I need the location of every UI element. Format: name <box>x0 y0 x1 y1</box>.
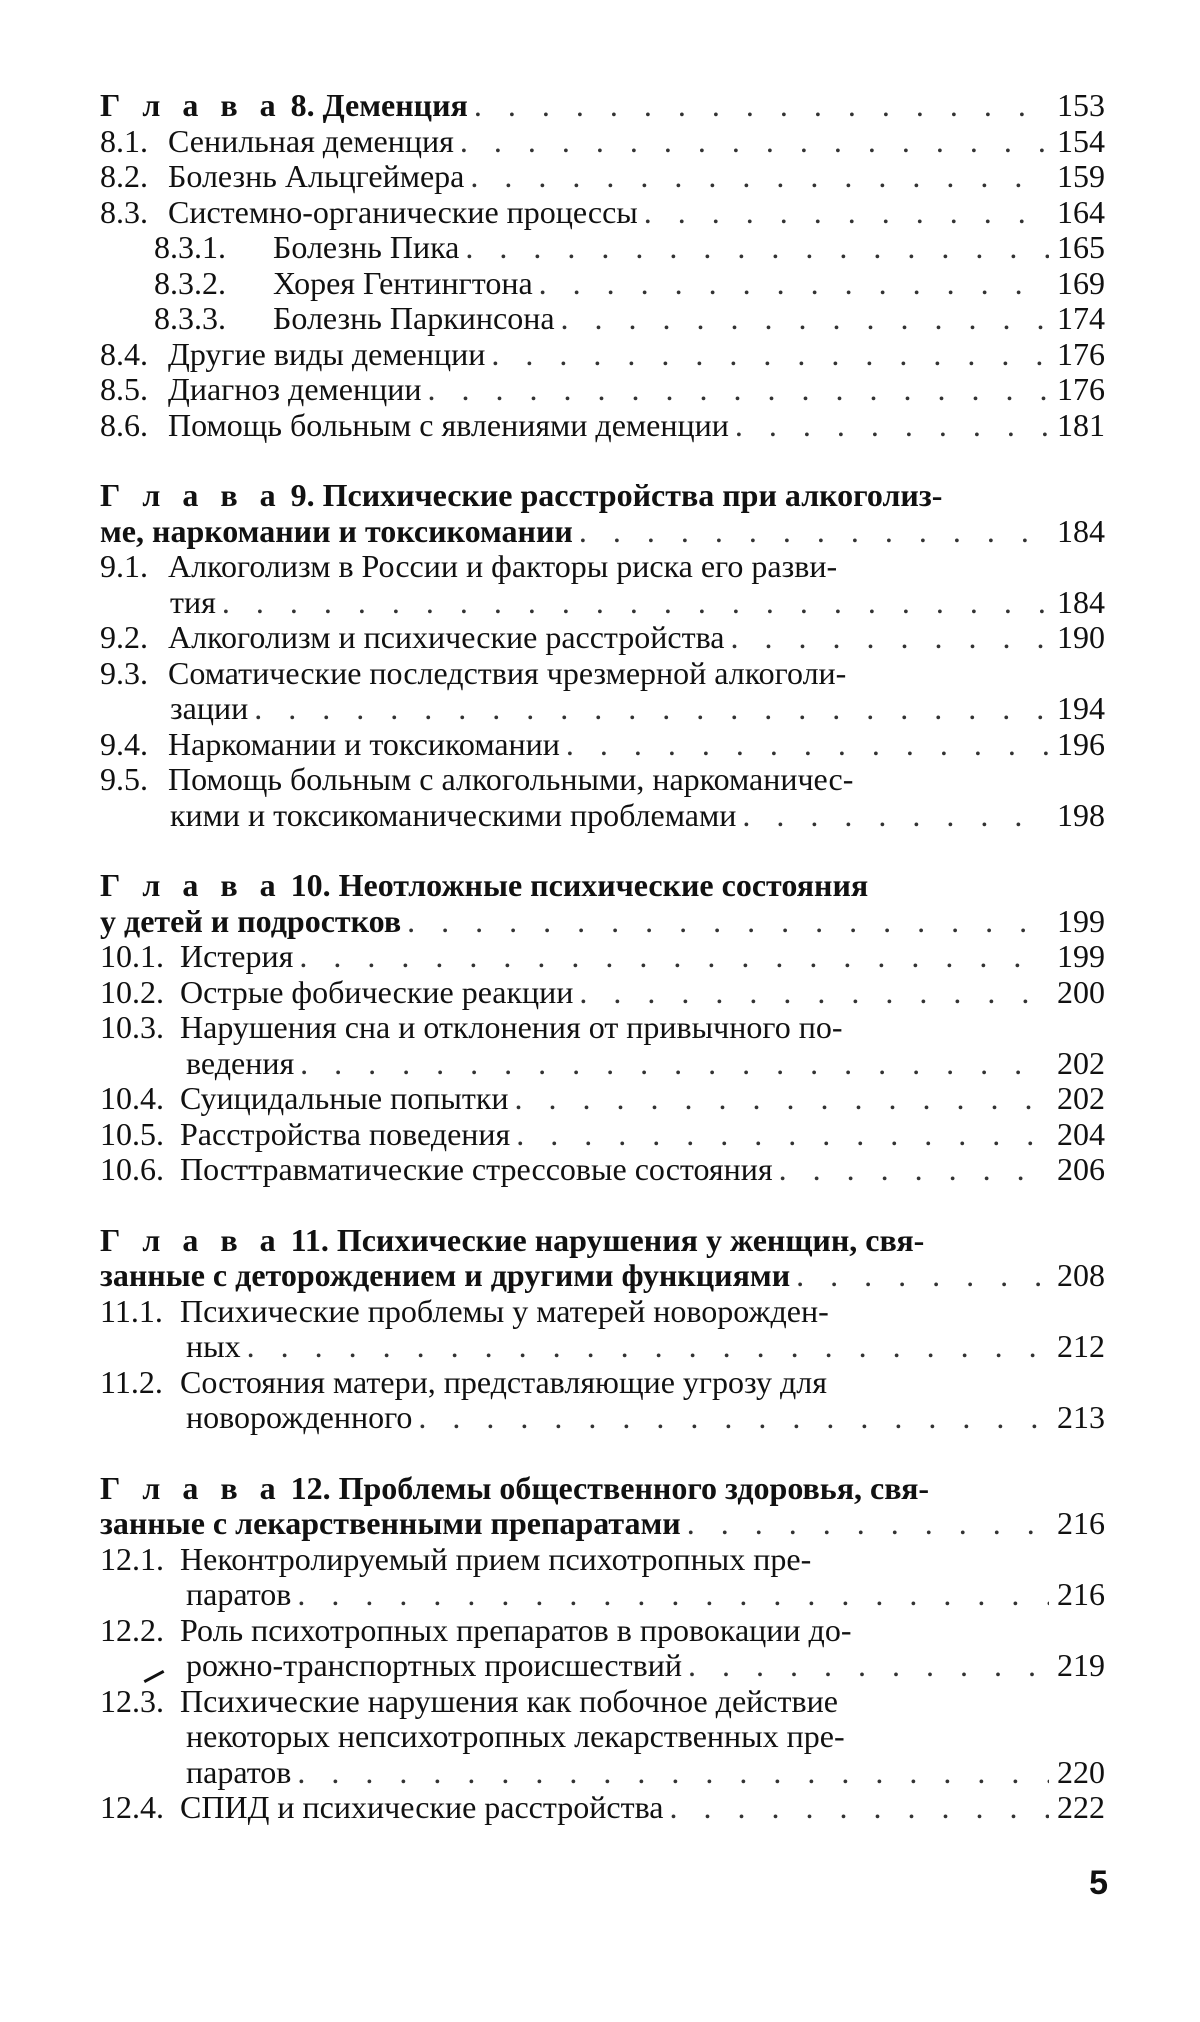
toc-entry-line <box>100 549 1105 585</box>
toc-entry-title <box>100 1471 929 1507</box>
toc-entry-title: Неконтролируемый прием психотропных пре- <box>180 1540 812 1577</box>
toc-page-number: 190 <box>1057 619 1105 655</box>
toc-entry-title: ведения <box>186 1044 295 1081</box>
toc-entry-line <box>100 1365 1105 1401</box>
toc-entry-title: Алкоголизм и психические расстройства <box>168 619 725 655</box>
toc-entry-title: Нарушения сна и отклонения от привычного по- <box>180 1009 843 1045</box>
chapter-title: 8. Деменция <box>282 87 468 123</box>
toc-entry-title: Суицидальные попытки <box>180 1080 509 1116</box>
toc-page-number: 181 <box>1057 406 1105 443</box>
section-gap <box>100 443 1105 478</box>
chapter-title: 9. Психические расстройства при алкоголиз- <box>282 477 943 513</box>
dot-leader <box>573 975 1049 1011</box>
toc-entry-title: Соматические последствия чрезмерной алкоголи- <box>168 654 847 691</box>
toc-entry-line <box>100 1046 1105 1082</box>
toc-entry-number: 10.4. <box>100 1080 164 1116</box>
toc-entry-title: некоторых непсихотропных лекарственных пре- <box>186 1718 845 1754</box>
toc-entry-title <box>100 478 942 514</box>
toc-entry-number: 8.5. <box>100 371 148 407</box>
dot-leader <box>533 266 1049 302</box>
toc-entry-title: Состояния матери, представляющие угрозу для <box>180 1363 827 1400</box>
toc-entry-title: кими и токсикоманическими проблемами <box>170 796 737 833</box>
toc-page-number: 220 <box>1057 1753 1105 1790</box>
toc-page-number: 212 <box>1057 1328 1105 1364</box>
chapter-label: Г л а в а <box>100 1221 283 1258</box>
dot-leader <box>790 1258 1049 1294</box>
toc-entry-title: Истерия <box>180 938 294 974</box>
toc-entry-line <box>100 1329 1105 1365</box>
toc-entry-line <box>100 1790 1105 1826</box>
toc-entry-line <box>100 372 1105 408</box>
toc-entry-number: 10.2. <box>100 973 164 1010</box>
toc-entry-number: 8.3.1. <box>154 229 226 265</box>
toc-entry-line <box>100 975 1105 1011</box>
dot-leader <box>293 939 1049 975</box>
chapter-label: Г л а в а <box>100 1469 283 1506</box>
toc-page-number: 222 <box>1057 1789 1105 1825</box>
toc-entry-number: 10.3. <box>100 1009 164 1045</box>
dot-leader <box>464 159 1049 195</box>
dot-leader <box>248 691 1049 727</box>
toc-entry-line <box>100 727 1105 763</box>
toc-entry-number: 12.3. <box>100 1682 164 1719</box>
toc-entry-title: Системно-органические процессы <box>168 193 638 230</box>
toc-entry-line <box>100 337 1105 373</box>
toc-entry-title: Болезнь Пика <box>273 229 460 265</box>
toc-chapter-line <box>100 1223 1105 1259</box>
toc-chapter-line <box>100 1471 1105 1507</box>
toc-entry-line <box>100 656 1105 692</box>
toc-entry-title: Посттравматические стрессовые состояния <box>180 1151 773 1187</box>
toc-entry-title: паратов <box>186 1753 292 1790</box>
toc-entry-line <box>100 1542 1105 1578</box>
dot-leader <box>573 514 1049 550</box>
dot-leader <box>725 620 1050 656</box>
toc-chapter-line <box>100 514 1105 550</box>
chapter-title: 11. Психические нарушения у женщин, свя- <box>282 1221 925 1258</box>
toc-entry-line <box>100 1577 1105 1613</box>
toc-page-number: 153 <box>1057 87 1105 123</box>
toc-page-number: 216 <box>1057 1576 1105 1612</box>
dot-leader <box>291 1577 1049 1613</box>
chapter-label: Г л а в а <box>100 87 283 123</box>
toc-entry-line <box>100 1294 1105 1330</box>
toc-page-number: 216 <box>1057 1505 1105 1541</box>
dot-leader <box>681 1506 1049 1542</box>
chapter-label: Г л а в а <box>100 867 283 903</box>
toc-chapter-line <box>100 1258 1105 1294</box>
toc-entry-title: Помощь больным с алкогольными, наркоманичес- <box>168 761 854 797</box>
chapter-title: 10. Неотложные психические состояния <box>282 867 869 903</box>
toc-entry-title: Болезнь Альцгеймера <box>168 158 465 194</box>
toc-page-number: 200 <box>1057 973 1105 1010</box>
toc-entry-line <box>100 1117 1105 1153</box>
toc-entry-number: 8.3.3. <box>154 300 226 336</box>
toc-entry-line <box>100 939 1105 975</box>
toc-entry-line <box>100 195 1105 231</box>
chapter-label: Г л а в а <box>100 477 283 513</box>
toc-entry-number: 10.6. <box>100 1151 164 1187</box>
toc-page-number: 169 <box>1057 264 1105 301</box>
toc-entry-title <box>100 1223 924 1259</box>
toc-entry-title: Наркомании и токсикомании <box>168 725 560 762</box>
page-number: 5 <box>1089 1864 1108 1902</box>
toc-entry-title: Хорея Гентингтона <box>273 264 533 301</box>
toc-entry-line <box>100 124 1105 160</box>
dot-leader <box>216 585 1049 621</box>
toc-entry-title: Диагноз деменции <box>168 371 422 407</box>
toc-entry-line <box>100 762 1105 798</box>
dot-leader <box>560 727 1049 763</box>
toc-entry-title: у детей и подростков <box>100 902 402 939</box>
toc-page-number: 196 <box>1057 725 1105 762</box>
toc-entry-title: занные с лекарственными препаратами <box>100 1505 681 1541</box>
toc-entry-line <box>100 798 1105 834</box>
dot-leader <box>638 195 1049 231</box>
toc-page-number: 164 <box>1057 193 1105 230</box>
toc-chapter-line <box>100 904 1105 940</box>
toc-entry-title: рожно-транспортных происшествий <box>186 1647 682 1683</box>
toc-page-number: 202 <box>1057 1080 1105 1116</box>
toc-entry-title: ме, наркомании и токсикомании <box>100 512 573 549</box>
toc-entry-title: Алкоголизм в России и факторы риска его разви- <box>168 548 838 584</box>
toc-entry-number: 9.2. <box>100 619 148 655</box>
section-gap <box>100 1188 1105 1223</box>
dot-leader <box>291 1755 1049 1791</box>
dot-leader <box>773 1152 1049 1188</box>
toc-entry-title: Другие виды деменции <box>168 335 486 372</box>
toc-entry-number: 11.1. <box>100 1292 163 1329</box>
toc-entry-line <box>100 1613 1105 1649</box>
toc-entry-title: Расстройства поведения <box>180 1115 511 1152</box>
toc-entry-line <box>100 1684 1105 1720</box>
toc-entry-number: 8.3.2. <box>154 264 226 301</box>
toc-entry-number: 8.1. <box>100 122 148 159</box>
toc-page-number: 208 <box>1057 1257 1105 1293</box>
toc-chapter-line <box>100 868 1105 904</box>
toc-entry-line <box>100 230 1105 266</box>
toc-entry-line <box>100 691 1105 727</box>
toc-entry-line <box>100 1755 1105 1791</box>
toc-entry-title: Сенильная деменция <box>168 122 454 159</box>
toc-entry-line <box>100 1152 1105 1188</box>
toc-entry-number: 9.4. <box>100 725 148 762</box>
toc-page-number: 176 <box>1057 371 1105 407</box>
dot-leader <box>682 1648 1049 1684</box>
toc-entry-title: Психические нарушения как побочное действие <box>180 1682 838 1719</box>
toc-entry-line <box>100 585 1105 621</box>
toc-entry-number: 12.4. <box>100 1789 164 1825</box>
toc-entry-line <box>100 1719 1105 1755</box>
toc-entry-title: зации <box>170 690 249 726</box>
toc-entry-number: 12.2. <box>100 1611 164 1648</box>
toc-entry-line <box>100 620 1105 656</box>
toc-entry-line <box>100 1400 1105 1436</box>
toc-entry-title: Помощь больным с явлениями деменции <box>168 406 729 443</box>
dot-leader <box>510 1117 1049 1153</box>
toc-page-number: 206 <box>1057 1151 1105 1187</box>
toc-entry-title: ных <box>186 1328 241 1364</box>
dot-leader <box>401 904 1049 940</box>
toc-page-number: 204 <box>1057 1115 1105 1152</box>
toc-page-number: 184 <box>1057 512 1105 549</box>
toc-entry-line <box>100 159 1105 195</box>
toc-entry-line <box>100 1648 1105 1684</box>
toc-entry-title: паратов <box>186 1576 292 1612</box>
toc-entry-number: 9.1. <box>100 548 148 584</box>
toc-entry-number: 9.5. <box>100 761 148 797</box>
toc-entry-number: 11.2. <box>100 1363 163 1400</box>
toc-entry-title <box>100 88 468 124</box>
toc-entry-line <box>100 301 1105 337</box>
toc-page-number: 199 <box>1057 902 1105 939</box>
toc-entry-number: 8.4. <box>100 335 148 372</box>
toc-entry-title <box>100 868 868 904</box>
dot-leader <box>294 1046 1049 1082</box>
toc-page-number: 219 <box>1057 1647 1105 1683</box>
toc-page-number: 174 <box>1057 300 1105 336</box>
section-gap <box>100 833 1105 868</box>
toc-entry-line <box>100 408 1105 444</box>
toc-page-number: 165 <box>1057 229 1105 265</box>
dot-leader <box>459 230 1049 266</box>
toc-entry-number: 9.3. <box>100 654 148 691</box>
toc-page-number: 199 <box>1057 938 1105 974</box>
toc-entry-title: Острые фобические реакции <box>180 973 574 1010</box>
toc-entry-line <box>100 1081 1105 1117</box>
toc-chapter-line <box>100 1506 1105 1542</box>
toc-entry-number: 12.1. <box>100 1540 164 1577</box>
dot-leader <box>663 1790 1049 1826</box>
dot-leader <box>241 1329 1049 1365</box>
toc-entry-title: новорожденного <box>186 1399 413 1435</box>
dot-leader <box>736 798 1049 834</box>
dot-leader <box>729 408 1049 444</box>
dot-leader <box>412 1400 1049 1436</box>
dot-leader <box>454 124 1049 160</box>
toc-entry-number: 8.6. <box>100 406 148 443</box>
toc-page-number: 202 <box>1057 1044 1105 1081</box>
toc-entry-line <box>100 266 1105 302</box>
section-gap <box>100 1436 1105 1471</box>
dot-leader <box>421 372 1049 408</box>
toc-page-number: 198 <box>1057 796 1105 833</box>
dot-leader <box>555 301 1049 337</box>
toc-entry-number: 8.3. <box>100 193 148 230</box>
toc-page-number: 194 <box>1057 690 1105 726</box>
toc-chapter-line <box>100 88 1105 124</box>
toc-page-number: 213 <box>1057 1399 1105 1435</box>
toc-entry-title: тия <box>170 583 216 620</box>
toc-entry-title: Роль психотропных препаратов в провокации до- <box>180 1611 852 1648</box>
chapter-title: 12. Проблемы общественного здоровья, свя- <box>282 1469 930 1506</box>
toc-page-number: 176 <box>1057 335 1105 372</box>
dot-leader <box>508 1081 1049 1117</box>
toc-entry-number: 10.5. <box>100 1115 164 1152</box>
toc-entry-title: Болезнь Паркинсона <box>273 300 555 336</box>
toc-entry-number: 8.2. <box>100 158 148 194</box>
toc-entry-title: занные с деторождением и другими функциями <box>100 1257 791 1293</box>
table-of-contents <box>100 88 1105 1826</box>
dot-leader <box>468 88 1049 124</box>
toc-entry-title: СПИД и психические расстройства <box>180 1789 664 1825</box>
toc-entry-number: 10.1. <box>100 938 164 974</box>
toc-entry-title: Психические проблемы у матерей новорожден- <box>180 1292 829 1329</box>
toc-page-number: 184 <box>1057 583 1105 620</box>
toc-page-number: 154 <box>1057 122 1105 159</box>
toc-chapter-line <box>100 478 1105 514</box>
toc-page-number: 159 <box>1057 158 1105 194</box>
toc-entry-line <box>100 1010 1105 1046</box>
dot-leader <box>485 337 1049 373</box>
